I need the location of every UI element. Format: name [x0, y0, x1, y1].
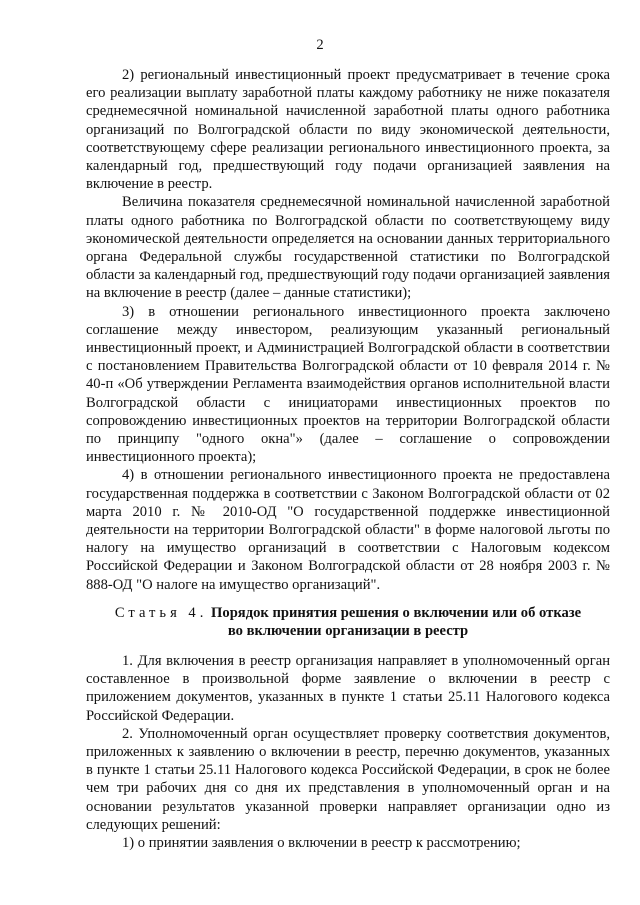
page-number: 2 — [316, 37, 324, 53]
paragraph-item-2: 2) региональный инвестиционный проект предусматривает в течение срока его реализации выплату заработной платы каждому работнику не ниже показателя среднемесячной номинальной начисленной заработной платы одного работника организаций по Волгоградской области по виду экономической деятельности, соответствующему сфере реализации регионального инвестиционного проекта, за календарный год, предшествующий году подачи организацией заявления на включение в реестр. — [86, 67, 610, 193]
body-section-1 — [86, 66, 610, 594]
paragraph-item-4: 4) в отношении регионального инвестиционного проекта не предоставлена государственная поддержка в соответствии с Законом Волгоградской области от 02 марта 2010 г. № 2010-ОД "О государственной поддержке инвестиционной деятельности на территории Волгоградской области" в форме налоговой льготы по налогу на имущество организаций в соответствии с Налоговым кодексом Российской Федерации и Законом Волгоградской области от 28 ноября 2003 г. № 888-ОД "О налоге на имущество организаций". — [86, 467, 610, 593]
article-title-line1: Порядок принятия решения о включении или об отказе — [211, 605, 582, 621]
article-heading — [86, 604, 610, 640]
article-title-line2: во включении организации в реестр — [227, 623, 469, 640]
paragraph-subpoint-1: 1) о принятии заявления о включении в реестр к рассмотрению; — [122, 835, 521, 852]
article-prefix: Статья 4. — [114, 605, 208, 621]
paragraph-point-1: 1. Для включения в реестр организация направляет в уполномоченный орган составленное в произвольной форме заявление о включении в реестр с приложением документов, указанных в пункте 1 статьи 25.11 Налогового кодекса Российской Федерации. — [86, 653, 610, 724]
paragraph-item-3: 3) в отношении регионального инвестиционного проекта заключено соглашение между инвестором, реализующим указанный региональный инвестиционный проект, и Администрацией Волгоградской области в соответствии с постановлением Правительства Волгоградской области от 10 февраля 2014 г. № 40-п «Об утверждении Регламента взаимодействия органов исполнительной власти Волгоградской области с инициаторами инвестиционных проектов по сопровождению инвестиционных проектов на территории Волгоградской области по принципу "одного окна"» (далее – соглашение о сопровождении инвестиционного проекта); — [86, 303, 610, 466]
paragraph-salary-indicator: Величина показателя среднемесячной номинальной начисленной заработной платы одного работника по Волгоградской области по соответствующему виду экономической деятельности определяется на основании данных территориального органа Федеральной службы государственной статистики по Волгоградской области за календарный год, предшествующий году подачи организацией заявления на включение в реестр (далее – данные статистики); — [86, 194, 610, 302]
paragraph-point-2: 2. Уполномоченный орган осуществляет проверку соответствия документов, приложенных к заявлению о включении в реестр, перечню документов, указанных в пункте 1 статьи 25.11 Налогового кодекса Российской Федерации, в срок не более чем три рабочих дня со дня их представления в уполномоченный орган и на основании результатов указанной проверки направляет организации одно из следующих решений: — [86, 725, 610, 833]
body-section-2 — [86, 652, 610, 852]
